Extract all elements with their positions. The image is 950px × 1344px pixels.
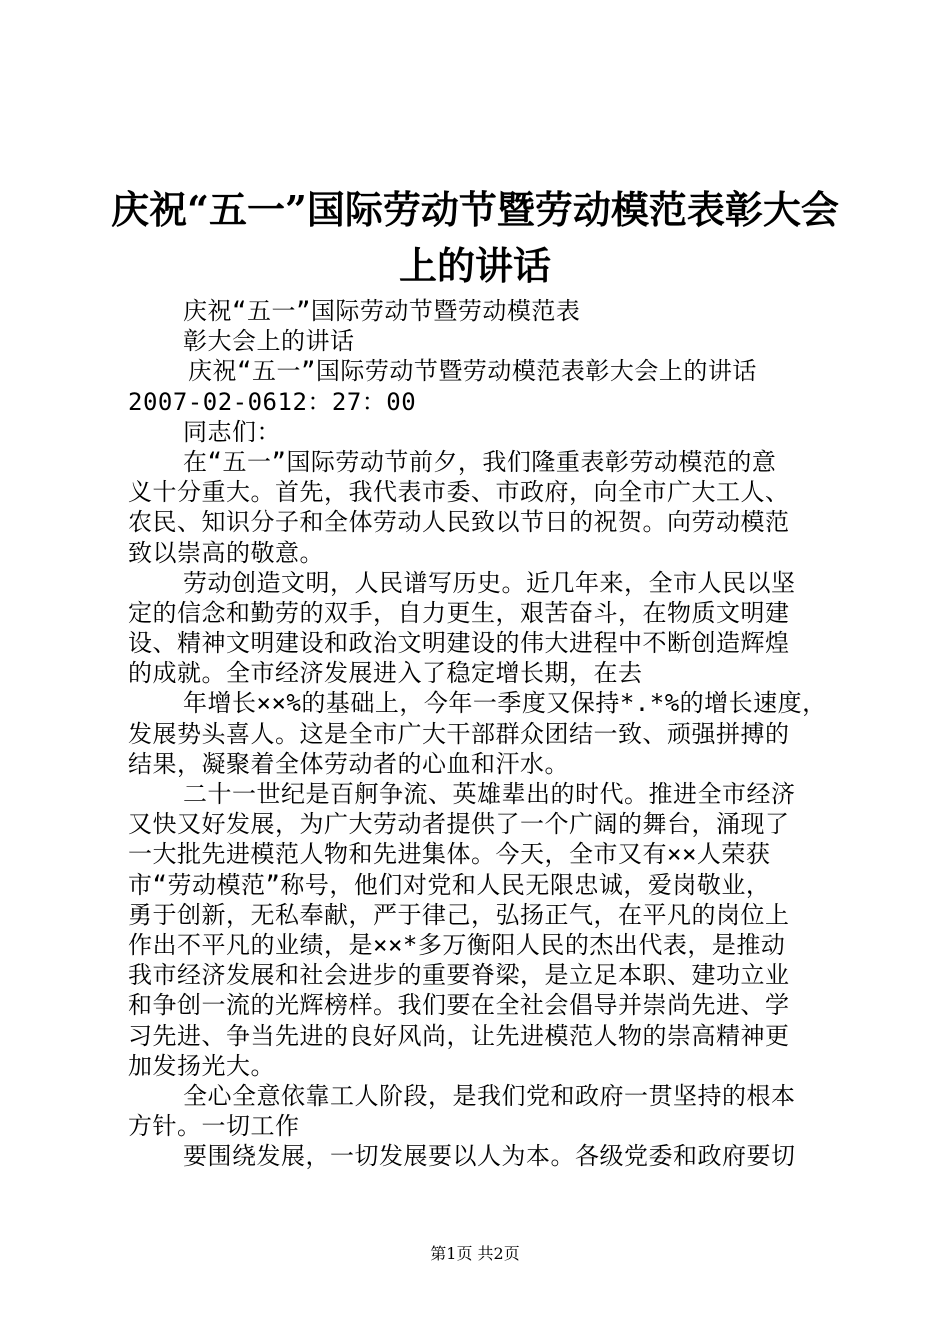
text-line: 发展势头喜人。这是全市广大干部群众团结一致、顽强拼搏的 [128, 719, 790, 748]
text-line: 致以崇高的敬意。 [128, 538, 324, 567]
text-line: 结果，凝聚着全体劳动者的心血和汗水。 [128, 749, 569, 778]
text-line: 二十一世纪是百舸争流、英雄辈出的时代。推进全市经济 [183, 780, 796, 808]
text-line: 庆祝“五一”国际劳动节暨劳动模范表 [183, 297, 581, 325]
text-line: 同志们： [183, 417, 281, 446]
text-line: 的成就。全市经济发展进入了稳定增长期，在去 [128, 659, 643, 688]
text-line: 要围绕发展，一切发展要以人为本。各级党委和政府要切 [183, 1142, 796, 1171]
text-line: 农民、知识分子和全体劳动人民致以节日的祝贺。向劳动模范 [128, 508, 790, 537]
text-line: 习先进、争当先进的良好风尚，让先进模范人物的崇高精神更 [128, 1021, 790, 1050]
text-line: 在“五一”国际劳动节前夕，我们隆重表彰劳动模范的意 [183, 447, 777, 476]
text-line: 全心全意依靠工人阶段，是我们党和政府一贯坚持的根本 [183, 1081, 796, 1110]
text-line: 作出不平凡的业绩，是××*多万衡阳人民的杰出代表，是推动 [128, 930, 786, 959]
text-line: 劳动创造文明，人民谱写历史。近几年来，全市人民以坚 [183, 568, 796, 597]
document-title-line-2: 上的讲话 [398, 243, 551, 288]
text-line: 勇于创新，无私奉献，严于律己，弘扬正气，在平凡的岗位上 [128, 900, 790, 929]
text-line: 彰大会上的讲话 [183, 327, 355, 356]
text-line: 2007-02-0612：27：00 [128, 387, 417, 416]
text-line: 定的信念和勤劳的双手，自力更生，艰苦奋斗，在物质文明建 [128, 598, 790, 627]
text-line: 义十分重大。首先，我代表市委、市政府，向全市广大工人、 [128, 478, 790, 507]
text-line: 和争创一流的光辉榜样。我们要在全社会倡导并崇尚先进、学 [128, 991, 790, 1020]
text-line: 方针。一切工作 [128, 1112, 300, 1141]
page-number-footer: 第1页 共2页 [430, 1244, 520, 1263]
document-body [128, 296, 832, 1171]
text-line: 设、精神文明建设和政治文明建设的伟大进程中不断创造辉煌 [128, 629, 790, 658]
text-line: 市“劳动模范”称号，他们对党和人民无限忠诚，爱岗敬业， [128, 870, 771, 899]
text-line: 年增长××%的基础上，今年一季度又保持*.*%的增长速度， [183, 689, 827, 718]
text-line: 又快又好发展，为广大劳动者提供了一个广阔的舞台，涌现了 [128, 810, 790, 839]
text-line: 加发扬光大。 [128, 1051, 275, 1080]
text-line: 庆祝“五一”国际劳动节暨劳动模范表彰大会上的讲话 [188, 357, 757, 386]
document-title-line-1: 庆祝“五一”国际劳动节暨劳动模范表彰大会 [111, 187, 839, 232]
text-line: 一大批先进模范人物和先进集体。今天，全市又有××人荣获 [128, 840, 771, 869]
text-line: 我市经济发展和社会进步的重要脊梁，是立足本职、建功立业 [128, 961, 790, 990]
